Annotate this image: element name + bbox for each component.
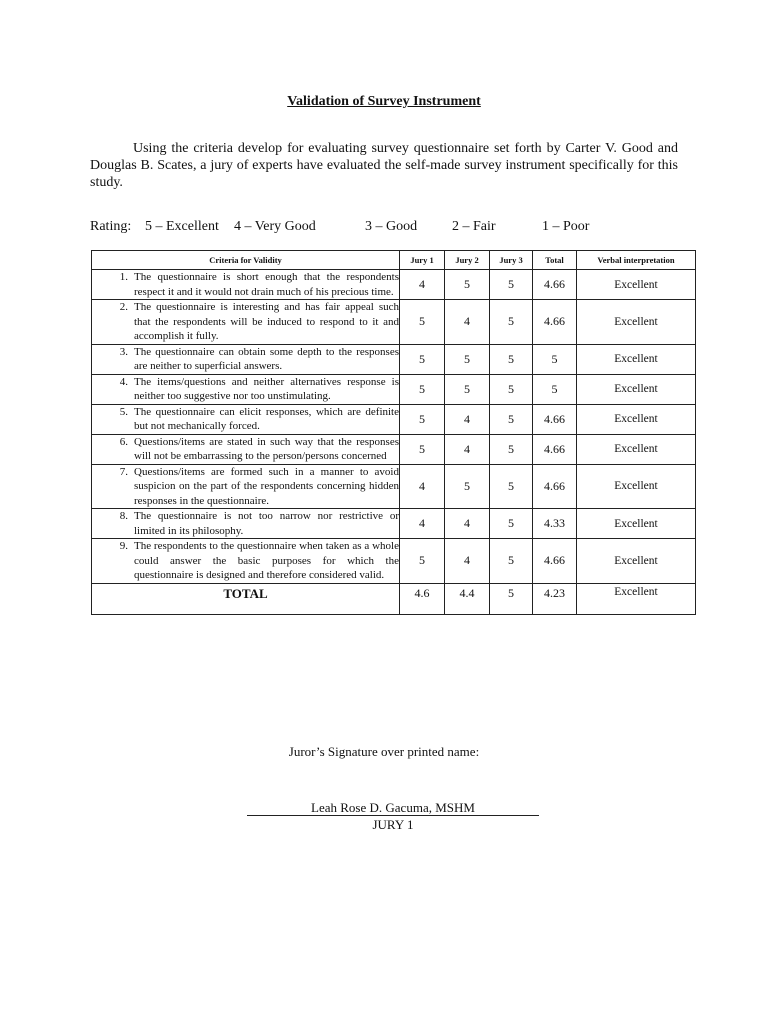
total-score: 4.66	[533, 300, 577, 345]
criteria-number: 8.	[119, 510, 128, 522]
table-row	[92, 270, 696, 300]
criteria-text: The questionnaire is short enough that the respondents respect it and it would not drain much of his precious time.	[134, 271, 399, 298]
jury-3-score: 5	[490, 539, 533, 584]
verbal-interpretation: Excellent	[577, 509, 696, 539]
jury-2-score: 4	[445, 539, 490, 584]
total-score: 4.33	[533, 509, 577, 539]
criteria-cell	[92, 434, 400, 464]
header-jury-3: Jury 3	[490, 251, 533, 270]
jury-2-score: 4	[445, 404, 490, 434]
verbal-interpretation: Excellent	[577, 344, 696, 374]
table-row	[92, 300, 696, 345]
criteria-number: 6.	[119, 435, 128, 448]
jury-1-score: 4	[400, 464, 445, 509]
criteria-text: The respondents to the questionnaire when taken as a whole could answer the basic purposes for which the questionnaire is designed and therefore considered valid.	[134, 540, 399, 581]
criteria-cell	[92, 539, 400, 584]
verbal-interpretation: Excellent	[577, 404, 696, 434]
criteria-cell	[92, 270, 400, 300]
criteria-number: 9.	[119, 540, 128, 552]
verbal-interpretation: Excellent	[577, 539, 696, 584]
juror-name: Leah Rose D. Gacuma, MSHM	[311, 800, 475, 815]
document-title: Validation of Survey Instrument	[287, 94, 481, 109]
jury-1-score: 5	[400, 539, 445, 584]
header-total: Total	[533, 251, 577, 270]
signature-line	[247, 815, 539, 816]
jury-2-score: 4	[445, 300, 490, 345]
verbal-interpretation: Excellent	[577, 464, 696, 509]
jury-1-score: 4	[400, 270, 445, 300]
criteria-number: 5.	[119, 405, 128, 418]
rating-poor: 1 – Poor	[542, 219, 590, 234]
total-score: 5	[533, 374, 577, 404]
rating-label: Rating:	[90, 219, 132, 234]
table-row	[92, 509, 696, 539]
signature-label: Juror’s Signature over printed name:	[288, 744, 480, 759]
jury-2-total: 4.4	[445, 583, 490, 614]
criteria-cell	[92, 374, 400, 404]
total-score: 4.66	[533, 464, 577, 509]
jury-2-score: 4	[445, 434, 490, 464]
jury-3-total: 5	[490, 583, 533, 614]
table-row	[92, 404, 696, 434]
grand-total: 4.23	[533, 583, 577, 614]
criteria-text: Questions/items are stated in such way that the responses will not be embarrassing to the person/persons concerned	[134, 435, 399, 462]
header-verbal-interpretation: Verbal interpretation	[577, 251, 696, 270]
criteria-number: 4.	[119, 375, 128, 388]
header-jury-1: Jury 1	[400, 251, 445, 270]
jury-1-score: 5	[400, 300, 445, 345]
criteria-cell	[92, 344, 400, 374]
criteria-text: The questionnaire can obtain some depth to the responses are neither to superficial answers.	[134, 345, 399, 372]
jury-1-score: 5	[400, 404, 445, 434]
total-score: 4.66	[533, 434, 577, 464]
jury-3-score: 5	[490, 404, 533, 434]
table-row	[92, 344, 696, 374]
verbal-interpretation: Excellent	[577, 374, 696, 404]
verbal-interpretation: Excellent	[577, 434, 696, 464]
criteria-number: 7.	[119, 465, 128, 478]
table-row	[92, 434, 696, 464]
total-score: 4.66	[533, 539, 577, 584]
header-criteria: Criteria for Validity	[92, 251, 400, 270]
jury-2-score: 5	[445, 344, 490, 374]
jury-2-score: 5	[445, 374, 490, 404]
jury-2-score: 4	[445, 509, 490, 539]
table-row	[92, 464, 696, 509]
jury-3-score: 5	[490, 270, 533, 300]
rating-scale	[90, 219, 700, 239]
criteria-text: The questionnaire is interesting and has fair appeal such that the respondents will be induced to respond to it and accomplish it fully.	[134, 301, 399, 342]
total-score: 5	[533, 344, 577, 374]
verbal-interpretation: Excellent	[577, 300, 696, 345]
criteria-number: 2.	[119, 301, 128, 313]
table-row	[92, 374, 696, 404]
jury-3-score: 5	[490, 300, 533, 345]
criteria-cell	[92, 404, 400, 434]
total-score: 4.66	[533, 404, 577, 434]
jury-1-score: 5	[400, 344, 445, 374]
criteria-cell	[92, 300, 400, 345]
jury-2-score: 5	[445, 464, 490, 509]
jury-1-score: 5	[400, 434, 445, 464]
intro-paragraph: Using the criteria develop for evaluating survey questionnaire set forth by Carter V. Good and Douglas B. Scates, a jury of experts have evaluated the self-made survey instrument specifically for this study.	[90, 141, 678, 190]
header-jury-2: Jury 2	[445, 251, 490, 270]
rating-fair: 2 – Fair	[452, 219, 496, 234]
jury-3-score: 5	[490, 374, 533, 404]
jury-2-score: 5	[445, 270, 490, 300]
jury-3-score: 5	[490, 509, 533, 539]
jury-3-score: 5	[490, 344, 533, 374]
criteria-text: The questionnaire is not too narrow nor restrictive or limited in its philosophy.	[134, 510, 399, 537]
rating-good: 3 – Good	[365, 219, 418, 234]
rating-very-good: 4 – Very Good	[234, 219, 316, 234]
jury-1-score: 4	[400, 509, 445, 539]
validity-table	[91, 250, 696, 615]
jury-3-score: 5	[490, 464, 533, 509]
criteria-text: Questions/items are formed such in a manner to avoid suspicion on the part of the respondents concerning hidden responses in the questionnaire.	[134, 465, 399, 507]
verbal-interpretation: Excellent	[577, 270, 696, 300]
criteria-cell	[92, 464, 400, 509]
criteria-text: The items/questions and neither alternatives response is neither too suggestive nor too unstimulating.	[134, 375, 399, 402]
total-label: TOTAL	[92, 583, 400, 614]
jury-3-score: 5	[490, 434, 533, 464]
jury-1-score: 5	[400, 374, 445, 404]
total-score: 4.66	[533, 270, 577, 300]
criteria-cell	[92, 509, 400, 539]
total-row	[92, 583, 696, 614]
criteria-number: 1.	[119, 271, 128, 283]
jury-1-total: 4.6	[400, 583, 445, 614]
criteria-number: 3.	[119, 345, 128, 358]
table-row	[92, 539, 696, 584]
table-header-row	[92, 251, 696, 270]
juror-designation: JURY 1	[372, 817, 414, 832]
criteria-text: The questionnaire can elicit responses, which are definite but not mechanically forced.	[134, 405, 399, 432]
rating-excellent: 5 – Excellent	[145, 219, 219, 234]
total-verbal-interpretation: Excellent	[577, 583, 696, 614]
